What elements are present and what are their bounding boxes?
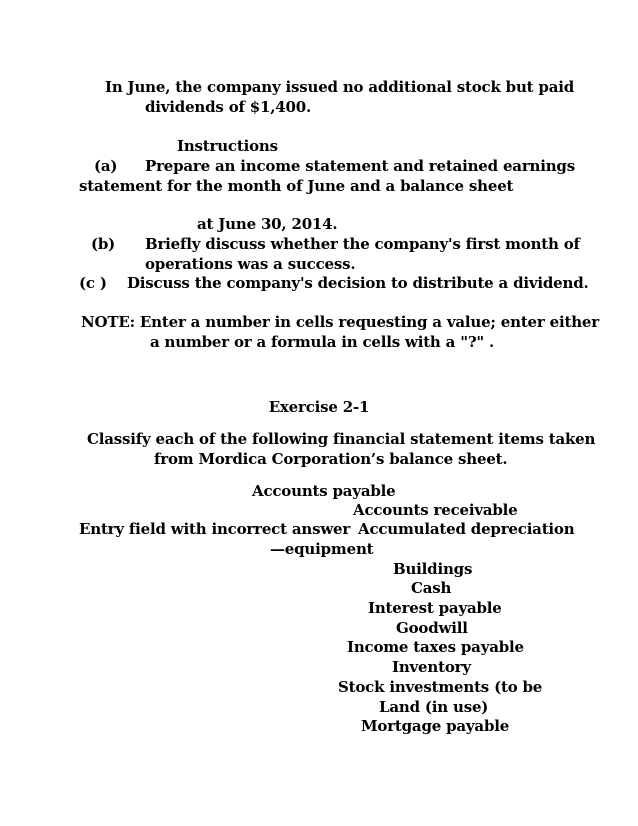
item-interest-payable: Interest payable <box>368 599 502 617</box>
item-inventory: Inventory <box>392 658 471 676</box>
note-line-2: a number or a formula in cells with a "?" . <box>150 333 495 351</box>
item-goodwill: Goodwill <box>396 619 468 637</box>
note-line-1: NOTE: Enter a number in cells requesting a value; enter either <box>81 313 599 331</box>
item-equipment: —equipment <box>270 540 374 558</box>
item-land: Land (in use) <box>379 698 489 716</box>
item-buildings: Buildings <box>393 560 473 578</box>
instruction-a-line-2: statement for the month of June and a balance sheet <box>79 177 514 195</box>
intro-line-1: In June, the company issued no additional stock but paid <box>105 78 575 96</box>
instruction-b-label: (b) <box>91 235 116 253</box>
item-accounts-payable: Accounts payable <box>252 482 396 500</box>
exercise-desc-line-1: Classify each of the following financial statement items taken <box>87 430 596 448</box>
item-mortgage-payable: Mortgage payable <box>361 717 510 735</box>
item-cash: Cash <box>411 579 452 597</box>
item-accumulated-depreciation: Accumulated depreciation <box>358 520 575 538</box>
instruction-c-line-1: Discuss the company's decision to distribute a dividend. <box>127 274 589 292</box>
exercise-title: Exercise 2-1 <box>268 398 370 416</box>
instruction-c-label: (c ) <box>79 274 107 292</box>
instructions-heading: Instructions <box>177 137 278 155</box>
instruction-a-line-3: at June 30, 2014. <box>197 215 338 233</box>
instruction-b-line-2: operations was a success. <box>145 255 356 273</box>
item-stock-investments: Stock investments (to be <box>338 678 543 696</box>
instruction-a-line-1: Prepare an income statement and retained earnings <box>145 157 575 175</box>
exercise-desc-line-2: from Mordica Corporation’s balance sheet. <box>154 450 508 468</box>
entry-field-incorrect[interactable]: Entry field with incorrect answer <box>79 520 351 538</box>
intro-line-2: dividends of $1,400. <box>145 98 312 116</box>
item-income-taxes-payable: Income taxes payable <box>347 638 524 656</box>
instruction-b-line-1: Briefly discuss whether the company's first month of <box>145 235 580 253</box>
instruction-a-label: (a) <box>94 157 118 175</box>
item-accounts-receivable: Accounts receivable <box>353 501 518 519</box>
